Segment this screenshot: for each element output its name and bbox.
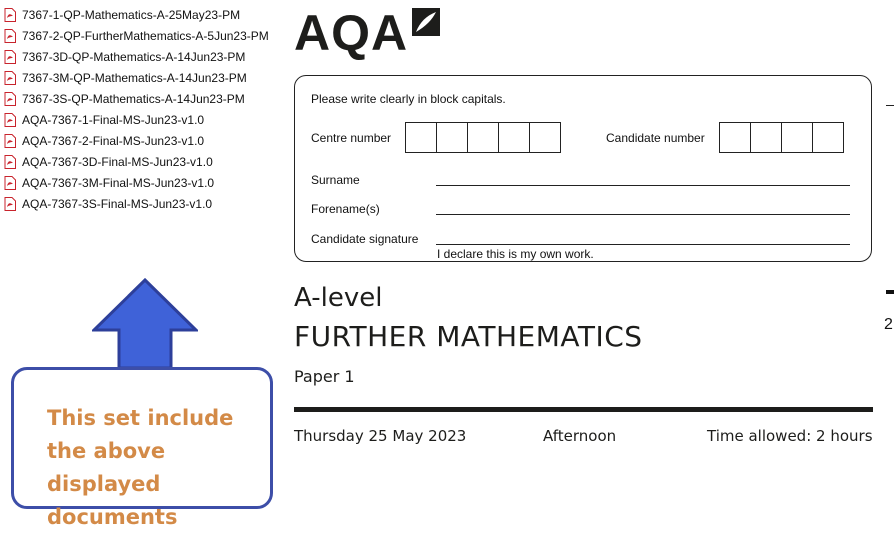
file-name: AQA-7367-3S-Final-MS-Jun23-v1.0 [22, 196, 213, 211]
file-name: 7367-1-QP-Mathematics-A-25May23-PM [22, 7, 241, 22]
pdf-icon [4, 197, 16, 211]
digit-box[interactable] [781, 122, 813, 153]
file-list-item[interactable] [4, 130, 284, 151]
time-allowed: Time allowed: 2 hours [707, 427, 873, 445]
file-name: AQA-7367-1-Final-MS-Jun23-v1.0 [22, 112, 205, 127]
up-arrow-icon [92, 278, 198, 375]
callout-text: This set include the above displayed documents [47, 406, 234, 529]
digit-box[interactable] [405, 122, 437, 153]
forenames-label: Forename(s) [311, 202, 380, 216]
pdf-icon [4, 134, 16, 148]
edge-bar [886, 290, 894, 294]
file-name: 7367-3S-QP-Mathematics-A-14Jun23-PM [22, 91, 245, 106]
file-list-item[interactable] [4, 88, 284, 109]
file-list-item[interactable] [4, 109, 284, 130]
pdf-icon [4, 113, 16, 127]
surname-field[interactable] [436, 185, 850, 186]
pdf-icon [4, 50, 16, 64]
candidate-details-box [294, 75, 872, 262]
paper-number: Paper 1 [294, 367, 355, 386]
candidate-number-label: Candidate number [606, 131, 705, 145]
digit-box[interactable] [750, 122, 782, 153]
declaration-text: I declare this is my own work. [437, 247, 594, 261]
file-list [4, 4, 284, 214]
callout-box [11, 367, 273, 529]
file-name: AQA-7367-2-Final-MS-Jun23-v1.0 [22, 133, 205, 148]
qualification-level: A-level [294, 283, 383, 313]
digit-box[interactable] [498, 122, 530, 153]
logo-leaf-icon [412, 8, 440, 41]
exam-session: Afternoon [543, 427, 617, 445]
centre-number-label: Centre number [311, 131, 392, 145]
pdf-icon [4, 8, 16, 22]
file-list-item[interactable] [4, 172, 284, 193]
file-name: 7367-3M-QP-Mathematics-A-14Jun23-PM [22, 70, 247, 85]
digit-box[interactable] [719, 122, 751, 153]
digit-box[interactable] [467, 122, 499, 153]
file-list-item[interactable] [4, 151, 284, 172]
edge-text-fragment: 2 [884, 316, 893, 333]
aqa-logo [294, 5, 440, 61]
file-list-item[interactable] [4, 25, 284, 46]
digit-box[interactable] [529, 122, 561, 153]
file-list-item[interactable] [4, 4, 284, 25]
surname-label: Surname [311, 173, 360, 187]
file-name: AQA-7367-3D-Final-MS-Jun23-v1.0 [22, 154, 213, 169]
pdf-icon [4, 71, 16, 85]
logo-text: AQA [294, 5, 409, 61]
file-list-item[interactable] [4, 46, 284, 67]
forenames-field[interactable] [436, 214, 850, 215]
centre-number-field[interactable] [405, 122, 561, 153]
exam-date: Thursday 25 May 2023 [294, 427, 467, 445]
signature-label: Candidate signature [311, 232, 419, 246]
digit-box[interactable] [436, 122, 468, 153]
candidate-number-field[interactable] [719, 122, 844, 153]
pdf-icon [4, 29, 16, 43]
file-list-item[interactable] [4, 193, 284, 214]
pdf-icon [4, 155, 16, 169]
signature-field[interactable] [436, 244, 850, 245]
file-name: 7367-3D-QP-Mathematics-A-14Jun23-PM [22, 49, 246, 64]
file-name: AQA-7367-3M-Final-MS-Jun23-v1.0 [22, 175, 215, 190]
instruction-text: Please write clearly in block capitals. [311, 92, 506, 106]
digit-box[interactable] [812, 122, 844, 153]
subject-title: FURTHER MATHEMATICS [294, 320, 643, 353]
pdf-icon [4, 176, 16, 190]
edge-line [886, 105, 894, 106]
divider-rule [294, 407, 873, 412]
file-list-item[interactable] [4, 67, 284, 88]
file-name: 7367-2-QP-FurtherMathematics-A-5Jun23-PM [22, 28, 269, 43]
pdf-icon [4, 92, 16, 106]
